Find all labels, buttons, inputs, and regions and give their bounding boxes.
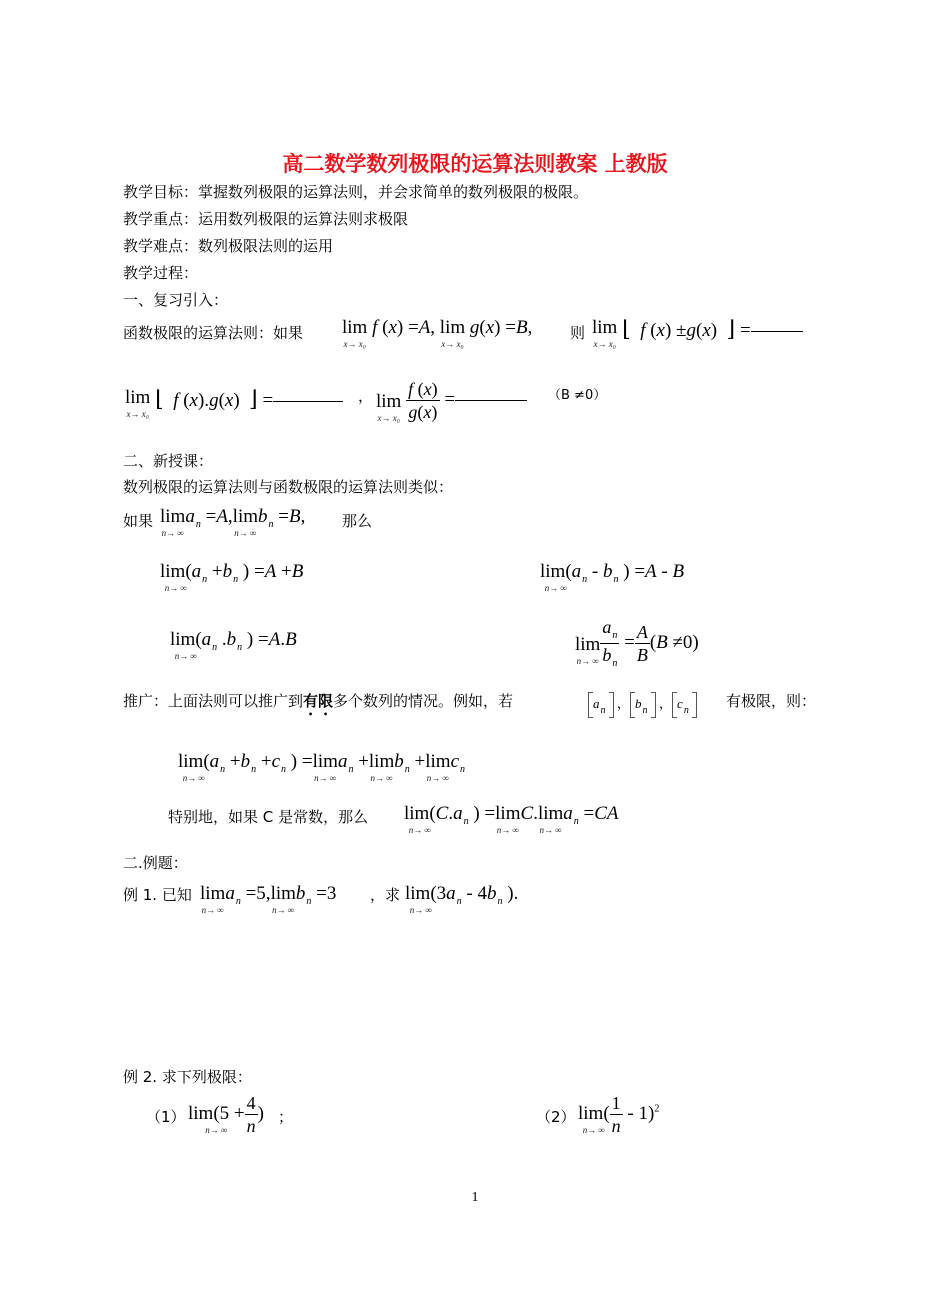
special-case-line: 特别地，如果 C 是常数，那么 — [168, 808, 369, 826]
teaching-difficulty: 教学难点：数列极限法则的运用 — [123, 237, 334, 255]
sequences-set: $a_n$ ， $b_n$ ， $c_n$ — [588, 692, 697, 718]
example-1-mid: ，求 — [370, 886, 401, 904]
section-new-lesson-heading: 二、新授课： — [123, 452, 214, 470]
b-nonzero-condition: （B ≠0） — [548, 388, 607, 403]
example-1-given: lim n→ ∞ $a_n =5$, lim n→ ∞ $b_n =3$ — [200, 883, 337, 915]
product-rule: lim( n→ ∞ $a_n$ $.b_n$ ) =A.B — [170, 629, 297, 661]
semicolon: ； — [278, 1108, 294, 1126]
example-2-part-1: lim(5 + n→ ∞ $\frac{4}{n}$ ) — [188, 1093, 264, 1136]
teaching-key-point: 教学重点：运用数列极限的运算法则求极限 — [123, 210, 409, 228]
example-1-target: lim( n→ ∞ $3a_n - 4b_n$ ). — [405, 883, 519, 915]
example-1-prefix: 例 1. 已知 — [123, 886, 192, 904]
generalization-line: 推广：上面法则可以推广到有限多个数列的情况。例如，若 — [123, 692, 514, 710]
then-word: 则 — [570, 324, 586, 342]
function-limit-condition: lim x→ x₀ f (x) =A, lim x→ x₀ g(x) =B, — [342, 317, 533, 349]
teaching-process: 教学过程： — [123, 264, 199, 282]
example-2-part-2: lim( n→ ∞ $\frac{1}{n}$ - 1)$^2$ — [578, 1093, 660, 1136]
if-word: 如果 — [123, 512, 154, 530]
then-word-2: 那么 — [342, 512, 373, 530]
sum-limit-blank: lim x→ x₀ ⌊ f (x) ±g(x) ⌋ = — [592, 318, 803, 349]
comma: ， — [358, 387, 374, 405]
page-number: 1 — [471, 1190, 479, 1205]
document-title: 高二数学数列极限的运算法则教案 上教版 — [282, 152, 668, 176]
example-2-title: 例 2. 求下列极限： — [123, 1068, 252, 1086]
product-limit-blank: lim x→ x₀ ⌊ f (x).g(x) ⌋ = — [125, 388, 343, 419]
quotient-limit-blank: lim x→ x₀ $\frac{f (x)}{g(x)}$ = — [376, 378, 527, 423]
section-examples-heading: 二.例题： — [123, 854, 188, 872]
finite-emphasis: 有限 — [303, 692, 334, 710]
sum-rule: lim( n→ ∞ $a_n +b_n$ ) =A +B — [160, 561, 304, 593]
section-review-heading: 一、复习引入： — [123, 291, 229, 309]
example-2-part-2-label: （2） — [536, 1108, 576, 1126]
generalization-suffix: 有极限，则： — [726, 692, 817, 710]
function-rule-prefix: 函数极限的运算法则：如果 — [123, 324, 304, 342]
new-lesson-intro: 数列极限的运算法则与函数极限的运算法则类似： — [123, 478, 454, 496]
quotient-rule: lim n→ ∞ $\frac{a_n}{b_n}$ = $\frac{A}{B}$ (B ≠0) — [575, 617, 699, 669]
sequence-limit-condition: lim n→ ∞ $a_n =A$, lim n→ ∞ $b_n =B$, — [160, 506, 306, 538]
constant-multiple-rule: lim( n→ ∞ $C.a_n$ ) = lim n→ ∞ C. lim n→ ∞ $a_n =CA$ — [404, 803, 619, 835]
three-sequence-rule: lim( n→ ∞ $a_n +b_n +c_n$ ) = lim n→ ∞ $a_n$ + lim n→ ∞ $b_n$ + lim n→ ∞ $c_n$ — [178, 751, 465, 783]
example-2-part-1-label: （1） — [146, 1108, 186, 1126]
teaching-objective: 教学目标：掌握数列极限的运算法则，并会求简单的数列极限的极限。 — [123, 183, 589, 201]
difference-rule: lim( n→ ∞ $a_n - b_n$ ) =A - B — [540, 561, 685, 593]
